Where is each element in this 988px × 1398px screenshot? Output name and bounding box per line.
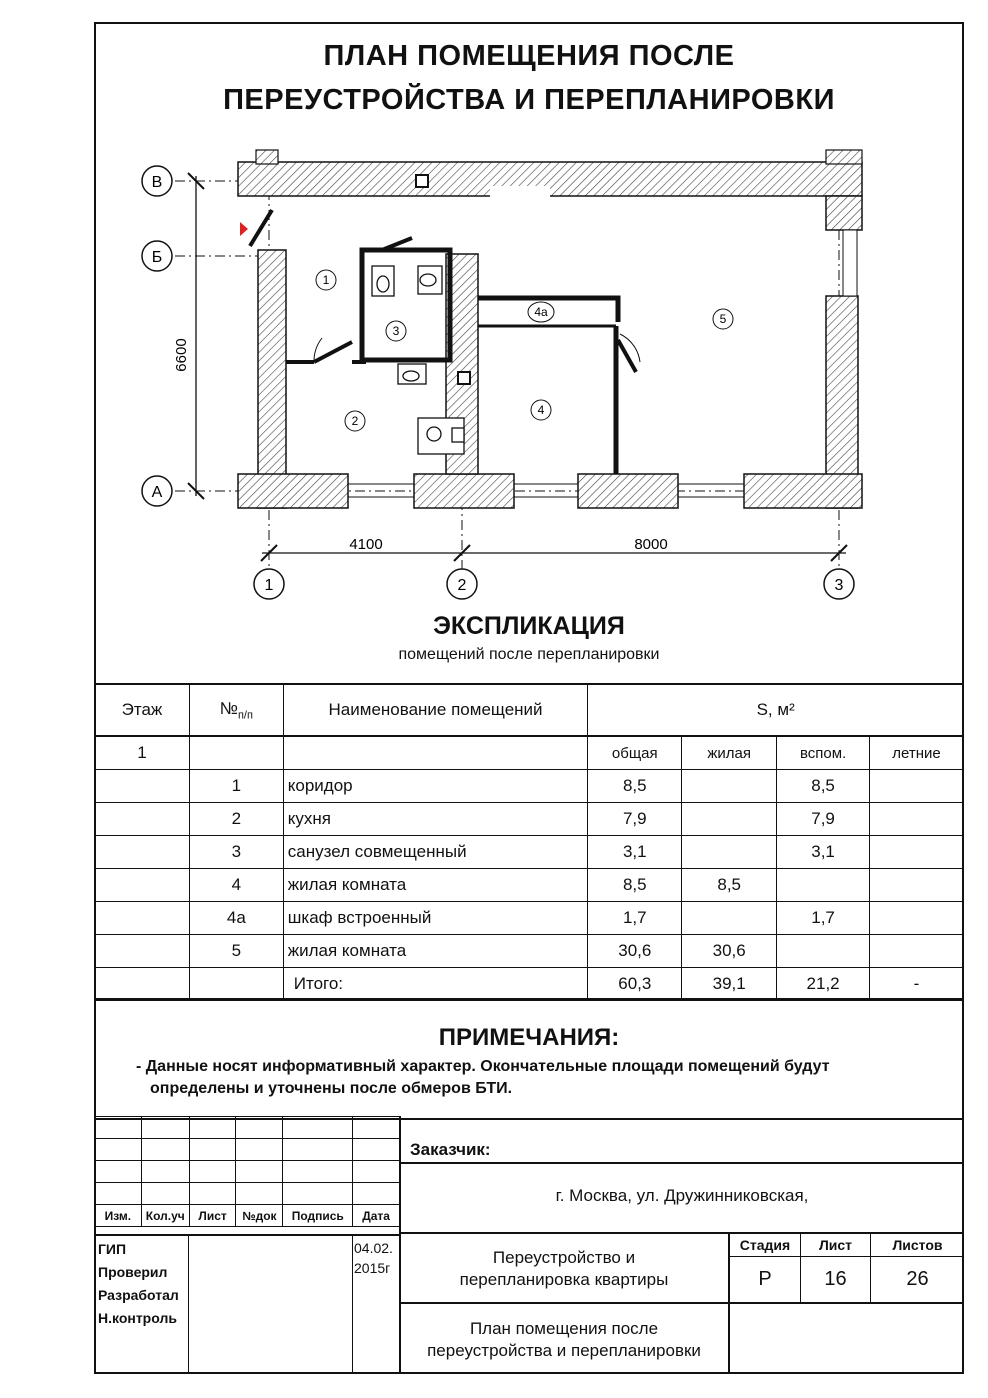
header-area: S, м²	[588, 684, 964, 736]
drawing-line2: переустройства и перепланировки	[427, 1341, 701, 1360]
row-name: санузел совмещенный	[283, 836, 588, 869]
axis-2-label: 2	[457, 577, 467, 594]
explication-table	[94, 683, 964, 1001]
row-total: 3,1	[588, 836, 682, 869]
header-living: жилая	[682, 736, 777, 770]
row-aux: 8,5	[777, 770, 870, 803]
row-name: жилая комната	[283, 935, 588, 968]
axis-b-label: Б	[151, 249, 163, 266]
header-num: $№_{п/п}$	[189, 684, 283, 736]
role-developed: Разработал	[98, 1287, 179, 1303]
col-podpis: Подпись	[283, 1205, 353, 1227]
col-ndok: №док	[236, 1205, 283, 1227]
row-total: 8,5	[588, 869, 682, 902]
row-total: 1,7	[588, 902, 682, 935]
date-line1: 04.02.	[354, 1240, 393, 1256]
sheets-value: 26	[906, 1268, 929, 1290]
col-data: Дата	[353, 1205, 400, 1227]
room-3-label: 3	[392, 324, 400, 338]
role-ncontrol: Н.контроль	[98, 1310, 177, 1326]
totals-label: Итого:	[283, 968, 588, 1001]
sheet-label: Лист	[818, 1237, 853, 1253]
row-aux: 3,1	[777, 836, 870, 869]
room-1-label: 1	[322, 273, 330, 287]
axis-3-label: 3	[834, 577, 844, 594]
customer-label: Заказчик:	[410, 1140, 491, 1159]
col-list: Лист	[189, 1205, 236, 1227]
totals-row	[95, 968, 964, 1001]
row-num: 4	[189, 869, 283, 902]
dim-vertical: 6600	[173, 338, 190, 372]
drawing-line1: План помещения после	[469, 1319, 659, 1338]
notes-section	[94, 998, 964, 1120]
dim-h2: 8000	[634, 536, 668, 553]
axis-1-label: 1	[264, 577, 274, 594]
project-line2: перепланировка квартиры	[459, 1270, 669, 1289]
row-num: 4а	[189, 902, 283, 935]
header-summer: летние	[870, 736, 964, 770]
row-num: 2	[189, 803, 283, 836]
row-aux: 7,9	[777, 803, 870, 836]
address: г. Москва, ул. Дружинниковская,	[555, 1186, 809, 1205]
sheet-value: 16	[824, 1268, 847, 1290]
row-summer	[870, 770, 964, 803]
row-living	[682, 902, 777, 935]
header-aux: вспом.	[777, 736, 870, 770]
col-kol: Кол.уч	[141, 1205, 189, 1227]
notes-line1: - Данные носят информативный характер. Окончательные площади помещений будут	[136, 1058, 830, 1075]
row-name: коридор	[283, 770, 588, 803]
plan-title-line1: ПЛАН ПОМЕЩЕНИЯ ПОСЛЕ	[323, 40, 735, 72]
stamp-roles	[98, 1238, 179, 1330]
totals-living: 39,1	[682, 968, 777, 1001]
stage-value: Р	[758, 1268, 772, 1290]
table-row	[95, 770, 964, 803]
room-4a-label: 4а	[534, 305, 548, 319]
drawing-title	[400, 1318, 728, 1362]
row-total: 30,6	[588, 935, 682, 968]
role-checked: Проверил	[98, 1264, 168, 1280]
row-num: 1	[189, 770, 283, 803]
row-summer	[870, 869, 964, 902]
explication-title: ЭКСПЛИКАЦИЯ	[433, 612, 625, 640]
row-num: 3	[189, 836, 283, 869]
row-name: жилая комната	[283, 869, 588, 902]
row-summer	[870, 803, 964, 836]
row-summer	[870, 836, 964, 869]
notes-title: ПРИМЕЧАНИЯ:	[438, 1024, 620, 1051]
row-aux: 1,7	[777, 902, 870, 935]
row-aux	[777, 869, 870, 902]
row-num: 5	[189, 935, 283, 968]
row-summer	[870, 935, 964, 968]
axis-a-label: А	[151, 484, 163, 501]
project-title	[400, 1247, 728, 1291]
room-4-label: 4	[537, 403, 545, 417]
row-name: кухня	[283, 803, 588, 836]
row-living: 8,5	[682, 869, 777, 902]
row-aux	[777, 935, 870, 968]
room-5-label: 5	[719, 312, 727, 326]
header-total: общая	[588, 736, 682, 770]
row-living	[682, 770, 777, 803]
totals-total: 60,3	[588, 968, 682, 1001]
header-floor: Этаж	[95, 684, 190, 736]
sheets-label: Листов	[892, 1237, 943, 1253]
dim-h1: 4100	[349, 536, 383, 553]
row-total: 8,5	[588, 770, 682, 803]
axis-v-label: В	[151, 174, 163, 191]
plan-title-line2: ПЕРЕУСТРОЙСТВА И ПЕРЕПЛАНИРОВКИ	[223, 84, 835, 116]
row-name: шкаф встроенный	[283, 902, 588, 935]
totals-aux: 21,2	[777, 968, 870, 1001]
table-row	[95, 902, 964, 935]
table-row	[95, 803, 964, 836]
row-living: 30,6	[682, 935, 777, 968]
room-2-label: 2	[351, 414, 359, 428]
col-izm: Изм.	[95, 1205, 142, 1227]
row-living	[682, 803, 777, 836]
floor-plan	[94, 140, 964, 610]
totals-summer: -	[870, 968, 964, 1001]
project-line1: Переустройство и	[492, 1248, 636, 1267]
role-gip: ГИП	[98, 1241, 127, 1257]
stage-label: Стадия	[739, 1237, 791, 1253]
row-living	[682, 836, 777, 869]
table-row	[95, 869, 964, 902]
row-summer	[870, 902, 964, 935]
explication-subtitle: помещений после перепланировки	[398, 646, 660, 663]
floor-value: 1	[95, 736, 190, 770]
row-total: 7,9	[588, 803, 682, 836]
date-line2: 2015г	[354, 1260, 391, 1276]
table-row	[95, 836, 964, 869]
table-row	[95, 935, 964, 968]
header-name: Наименование помещений	[283, 684, 588, 736]
stamp-revision-grid	[94, 1116, 400, 1227]
stamp-date	[354, 1238, 393, 1278]
notes-line2: определены и уточнены после обмеров БТИ.	[150, 1080, 513, 1097]
